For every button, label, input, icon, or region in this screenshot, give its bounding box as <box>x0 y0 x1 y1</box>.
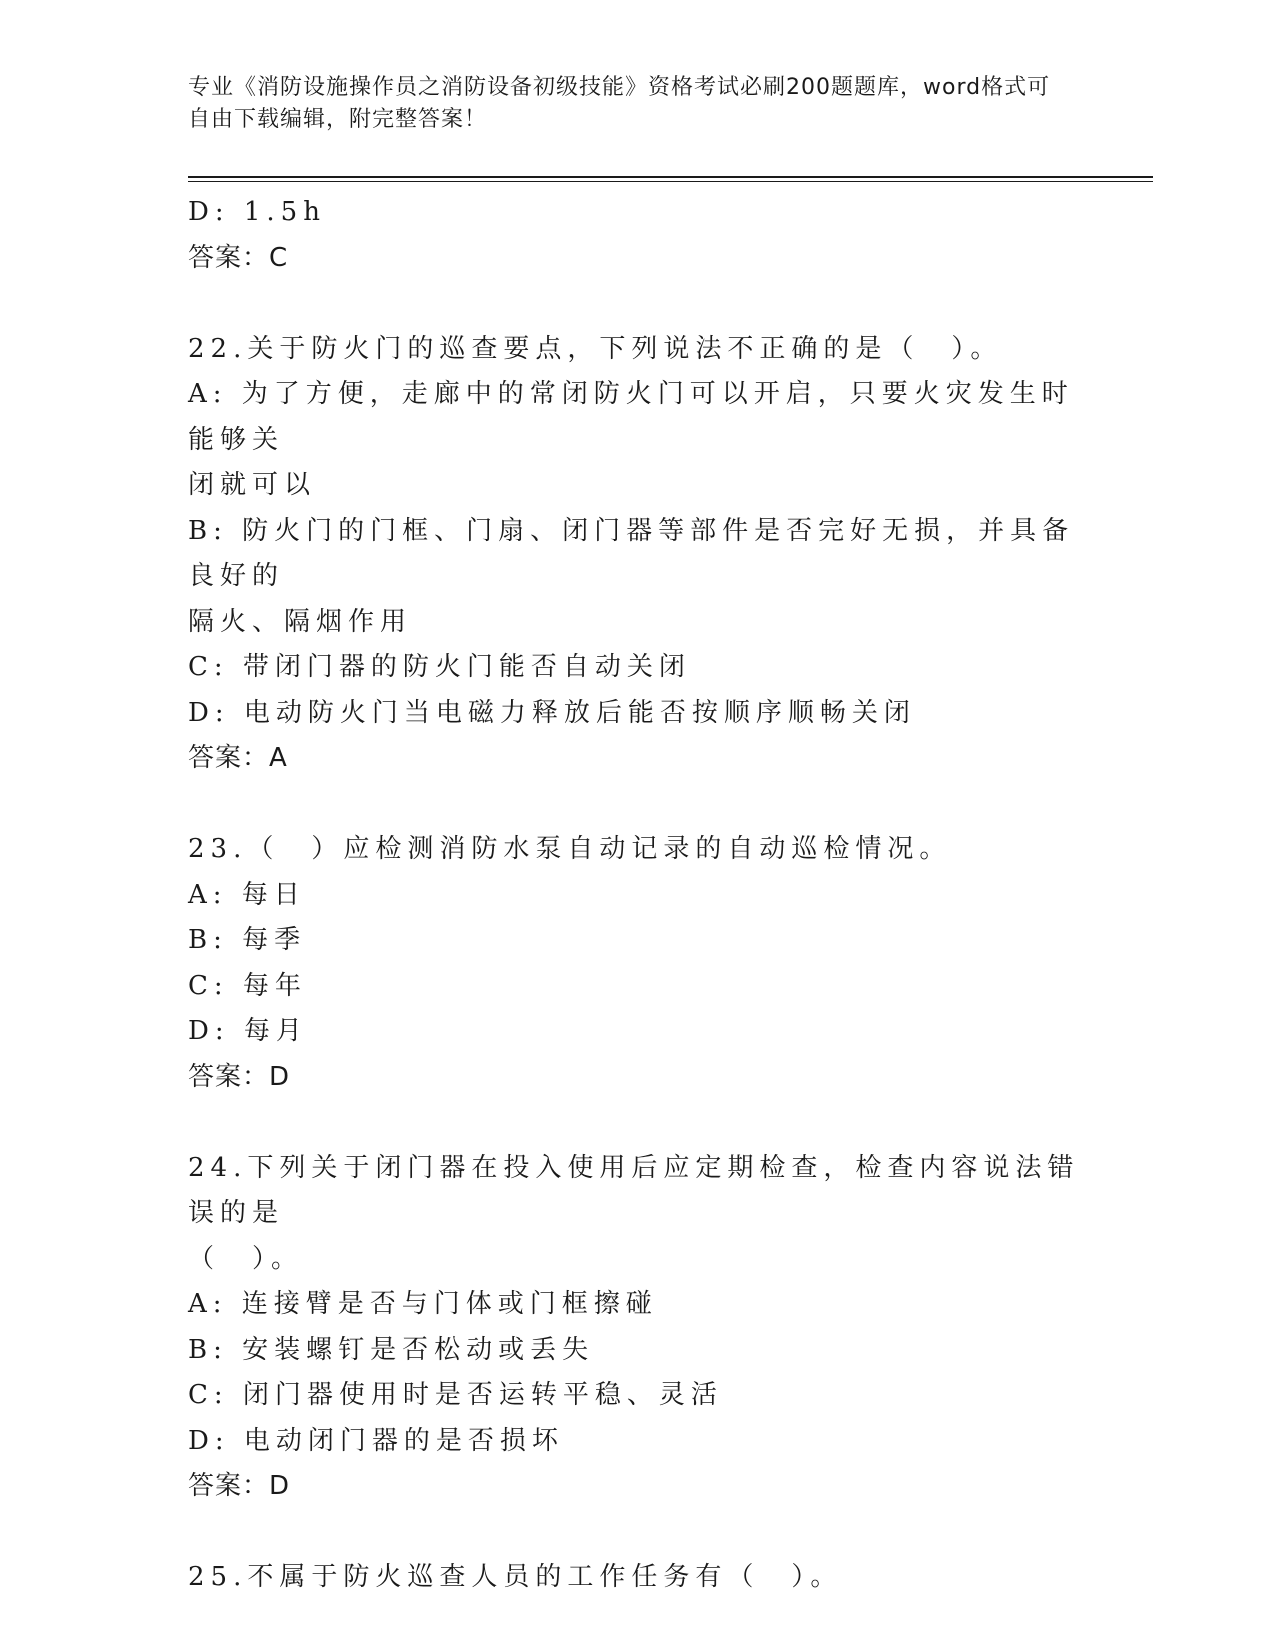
spacer <box>188 1510 1088 1556</box>
option-a: A: 连接臂是否与门体或门框擦碰 <box>188 1289 658 1319</box>
option-c: C: 闭门器使用时是否运转平稳、灵活 <box>188 1380 723 1410</box>
question-25 <box>188 1555 1088 1601</box>
option-d: D: 电动防火门当电磁力释放后能否按顺序顺畅关闭 <box>188 697 916 728</box>
question-23 <box>188 827 1088 1100</box>
document-header: 专业《消防设施操作员之消防设备初级技能》资格考试必刷200题题库，word格式可自由下载编辑，附完整答案！ <box>188 75 1051 132</box>
option-c: C: 每年 <box>188 970 307 1001</box>
question-content <box>188 190 1088 1601</box>
answer: 答案：A <box>188 743 288 773</box>
option-a-line-1: A: 为了方便，走廊中的常闭防火门可以开启，只要火灾发生时能够关 <box>188 379 1074 455</box>
option-b: B: 安装螺钉是否松动或丢失 <box>188 1334 595 1365</box>
question-24 <box>188 1146 1088 1510</box>
header-divider-thick <box>188 176 1153 178</box>
question-stem-line-1: 24.下列关于闭门器在投入使用后应定期检查，检查内容说法错误的是 <box>188 1152 1080 1228</box>
prev-option-d: D: 1.5h <box>188 197 326 227</box>
spacer <box>188 281 1088 327</box>
spacer <box>188 782 1088 828</box>
question-stem: 22.关于防火门的巡查要点，下列说法不正确的是（ ）。 <box>188 333 1003 364</box>
header-divider-thin <box>188 181 1153 182</box>
spacer <box>188 1100 1088 1146</box>
option-d: D: 每月 <box>188 1016 308 1046</box>
option-b-line-1: B: 防火门的门框、门扇、闭门器等部件是否完好无损，并具备良好的 <box>188 515 1075 591</box>
question-stem: 23.（ ）应检测消防水泵自动记录的自动巡检情况。 <box>188 834 952 864</box>
option-c: C: 带闭门器的防火门能否自动关闭 <box>188 652 691 682</box>
option-d: D: 电动闭门器的是否损坏 <box>188 1425 564 1456</box>
prev-answer: 答案：C <box>188 242 289 273</box>
option-a-line-2: 闭就可以 <box>188 470 317 500</box>
question-stem: 25.不属于防火巡查人员的工作任务有（ ）。 <box>188 1562 843 1592</box>
option-b: B: 每季 <box>188 925 307 955</box>
option-a: A: 每日 <box>188 879 306 910</box>
question-stem-line-2: （ ）。 <box>188 1243 304 1274</box>
question-22 <box>188 327 1088 782</box>
option-b-line-2: 隔火、隔烟作用 <box>188 606 413 637</box>
answer: 答案：D <box>188 1471 291 1501</box>
answer: 答案：D <box>188 1061 291 1092</box>
